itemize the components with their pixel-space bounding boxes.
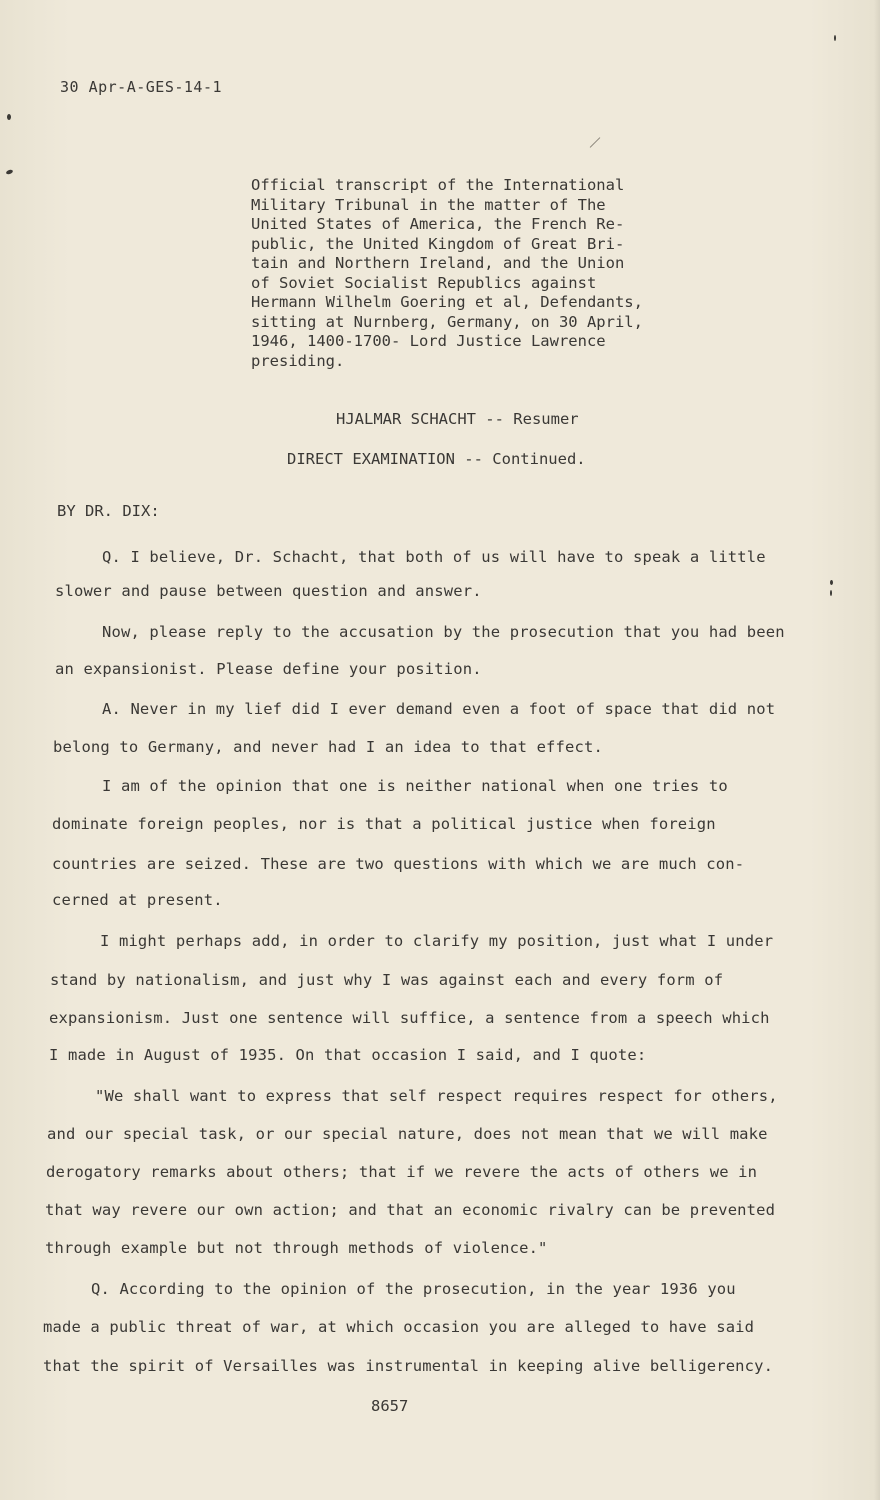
transcript-line: made a public threat of war, at which occasion you are alleged to have said: [43, 1318, 755, 1336]
page-edge-shadow: [874, 0, 880, 1500]
caption-line: Military Tribunal in the matter of The: [251, 195, 606, 214]
transcript-line: that way revere our own action; and that an economic rivalry can be prevented: [45, 1201, 776, 1219]
transcript-line: an expansionist. Please define your position.: [55, 660, 482, 678]
transcript-line: A. Never in my lief did I ever demand even a foot of space that did not: [102, 700, 776, 718]
transcript-line: I made in August of 1935. On that occasion I said, and I quote:: [49, 1046, 647, 1064]
witness-heading: HJALMAR SCHACHT -- Resumer: [336, 410, 579, 428]
transcript-line: Now, please reply to the accusation by the prosecution that you had been: [102, 623, 785, 641]
transcript-line: through example but not through methods of violence.": [45, 1239, 548, 1257]
caption-line: of Soviet Socialist Republics against: [251, 273, 597, 292]
transcript-line: stand by nationalism, and just why I was against each and every form of: [50, 971, 724, 989]
page-number: 8657: [371, 1397, 409, 1415]
transcript-line: dominate foreign peoples, nor is that a political justice when foreign: [52, 815, 716, 833]
transcript-line: slower and pause between question and answer.: [55, 582, 482, 600]
ink-mark: [830, 580, 833, 585]
transcript-line: "We shall want to express that self respect requires respect for others,: [95, 1087, 778, 1105]
transcript-line: belong to Germany, and never had I an idea to that effect.: [53, 738, 603, 756]
ink-mark: [7, 114, 11, 120]
caption-line: sitting at Nurnberg, Germany, on 30 April,: [251, 312, 643, 331]
caption-line: presiding.: [251, 351, 345, 370]
examiner-line: BY DR. DIX:: [57, 502, 160, 520]
document-code: 30 Apr-A-GES-14-1: [60, 78, 223, 96]
transcript-caption: [251, 176, 671, 371]
caption-line: Hermann Wilhelm Goering et al, Defendants,: [251, 293, 643, 311]
transcript-line: that the spirit of Versailles was instrumental in keeping alive belligerency.: [43, 1357, 774, 1375]
transcript-line: I am of the opinion that one is neither national when one tries to: [102, 777, 728, 795]
transcript-line: countries are seized. These are two questions with which we are much con-: [52, 855, 745, 873]
caption-line: tain and Northern Ireland, and the Union: [251, 254, 625, 272]
ink-mark: [6, 169, 14, 175]
ink-mark: [834, 35, 836, 41]
ink-mark: [830, 590, 832, 596]
transcript-line: I might perhaps add, in order to clarify my position, just what I under: [100, 932, 774, 950]
transcript-line: Q. According to the opinion of the prosecution, in the year 1936 you: [91, 1280, 736, 1298]
transcript-line: and our special task, or our special nature, does not mean that we will make: [47, 1125, 768, 1143]
transcript-line: cerned at present.: [52, 891, 223, 909]
caption-line: Official transcript of the International: [251, 176, 625, 194]
pen-stroke-mark: [590, 137, 601, 148]
caption-line: public, the United Kingdom of Great Bri-: [251, 234, 625, 253]
caption-line: United States of America, the French Re-: [251, 215, 625, 233]
transcript-line: expansionism. Just one sentence will suffice, a sentence from a speech which: [49, 1009, 770, 1027]
transcript-line: derogatory remarks about others; that if we revere the acts of others we in: [46, 1163, 758, 1181]
transcript-line: Q. I believe, Dr. Schacht, that both of us will have to speak a little: [102, 548, 766, 566]
examination-heading: DIRECT EXAMINATION -- Continued.: [287, 450, 586, 468]
caption-line: 1946, 1400-1700- Lord Justice Lawrence: [251, 332, 606, 350]
